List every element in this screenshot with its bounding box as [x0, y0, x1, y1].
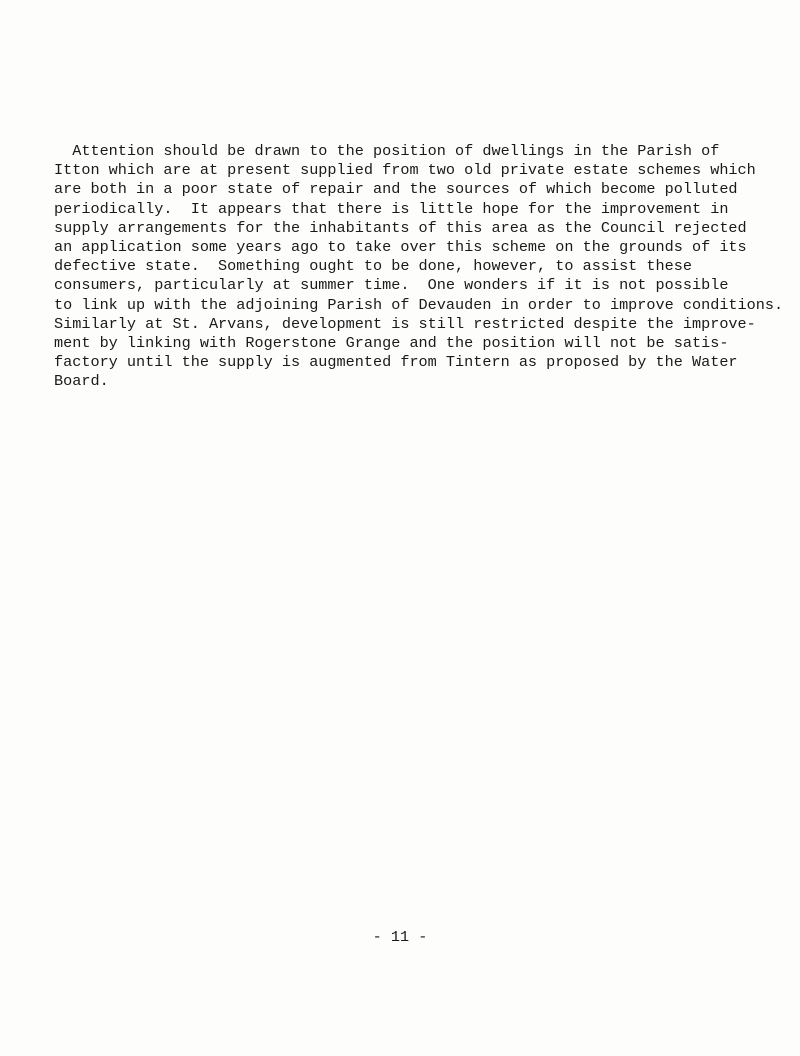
paragraph-line: consumers, particularly at summer time. One wonders if it is not possible: [54, 276, 729, 295]
paragraph-line: Board.: [54, 372, 109, 391]
paragraph-line: defective state. Something ought to be done, however, to assist these: [54, 257, 692, 276]
paragraph-line: Itton which are at present supplied from two old private estate schemes which: [54, 161, 756, 180]
paragraph-line: supply arrangements for the inhabitants of this area as the Council rejected: [54, 218, 747, 237]
paragraph-line: Attention should be drawn to the position of dwellings in the Parish of: [54, 142, 720, 160]
paragraph-line: factory until the supply is augmented from Tintern as proposed by the Water: [54, 353, 738, 372]
paragraph-line: are both in a poor state of repair and the sources of which become polluted: [54, 180, 738, 199]
paragraph-line: to link up with the adjoining Parish of Devauden in order to improve conditions.: [54, 295, 784, 314]
paragraph-line: Similarly at St. Arvans, development is still restricted despite the improve-: [54, 314, 756, 333]
paragraph-line: periodically. It appears that there is little hope for the improvement in: [54, 199, 729, 218]
paragraph-line: an application some years ago to take over this scheme on the grounds of its: [54, 238, 747, 257]
page-number: - 11 -: [372, 928, 428, 946]
body-paragraph: [54, 142, 784, 392]
paragraph-line: ment by linking with Rogerstone Grange and the position will not be satis-: [54, 334, 729, 353]
